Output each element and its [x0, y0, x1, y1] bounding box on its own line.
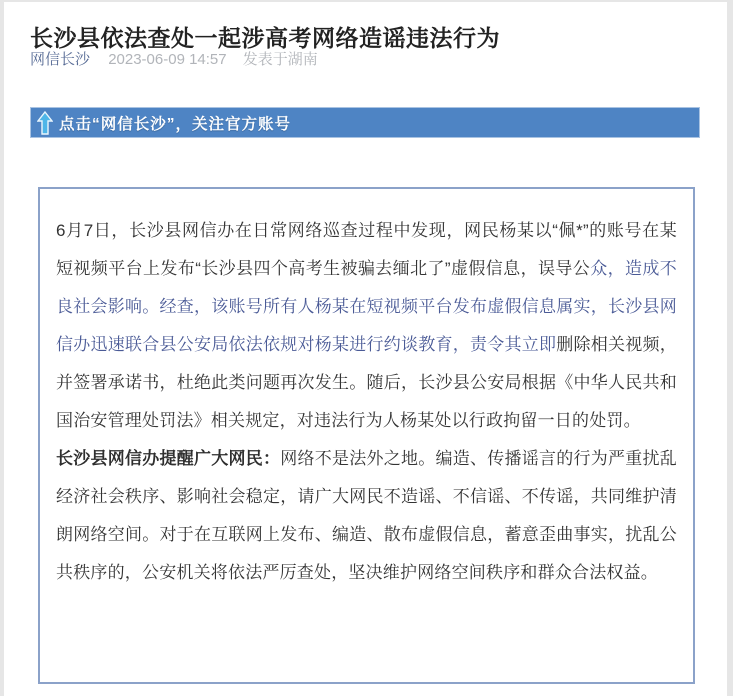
paragraph2-bold-lead: 长沙县网信办提醒广大网民：	[56, 449, 281, 468]
follow-account-banner[interactable]	[30, 107, 700, 138]
article-paragraph-1	[56, 212, 677, 440]
byline	[30, 50, 690, 70]
paragraph1-part3: 删除相关视频，并签署承诺书，杜绝此类问题再次发生。随后，长沙县公安局根据《中华人民共和国治安管理处罚法》相关规定，对违法行为人杨某处以行政拘留一日的处罚。	[56, 335, 677, 430]
article-paragraph-2	[56, 440, 677, 592]
up-arrow-icon	[37, 111, 53, 135]
page-title: 长沙县依法查处一起涉高考网络造谣违法行为	[30, 25, 500, 52]
paragraph2-body: 网络不是法外之地。编造、传播谣言的行为严重扰乱经济社会秩序、影响社会稳定，请广大网民不造谣、不信谣、不传谣，共同维护清朗网络空间。对于在互联网上发布、编造、散布虚假信息，蓄意歪曲事实，扰乱公共秩序的，公安机关将依法严厉查处，坚决维护网络空间秩序和群众合法权益。	[56, 449, 677, 582]
account-name-link[interactable]: 网信长沙	[30, 51, 91, 68]
publish-timestamp: 2023-06-09 14:57	[108, 51, 227, 68]
article-body-box	[38, 187, 695, 684]
article-page	[4, 2, 727, 696]
follow-banner-text: 点击“网信长沙”，关注官方账号	[59, 115, 292, 133]
publish-location: 发表于湖南	[242, 51, 318, 68]
paragraph1-highlighted-segment: 众，造成不良社会影响。经查，该账号所有人杨某在短视频平台发布虚假信息属实，长沙县网信办迅速联合县公安局依法依规对杨某进行约谈教育，责令其立即	[56, 259, 677, 354]
paragraph1-part1: 6月7日，长沙县网信办在日常网络巡查过程中发现，网民杨某以“佩*”的账号在某短视频平台上发布“长沙县四个高考生被骗去缅北了”虚假信息，误导公	[56, 221, 677, 278]
